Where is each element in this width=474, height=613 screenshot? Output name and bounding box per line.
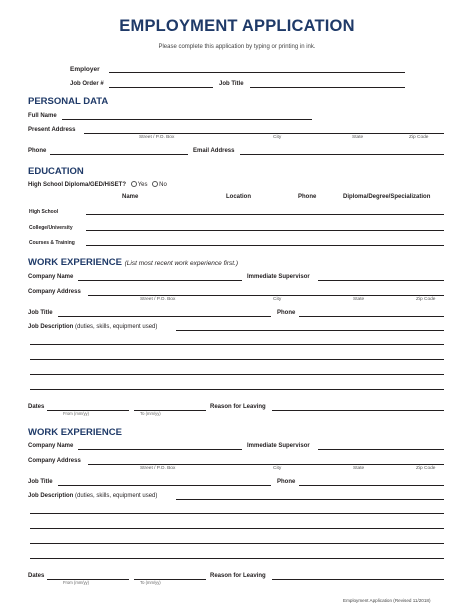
- reason-label-1: Reason for Leaving: [210, 404, 266, 410]
- yes-radio[interactable]: [131, 181, 137, 187]
- personal-data-heading: PERSONAL DATA: [28, 96, 109, 107]
- footer-revision: Employment Application (Revised 11/2018): [343, 598, 431, 603]
- job-title-field-2[interactable]: [58, 485, 271, 486]
- job-description-line-2b[interactable]: [30, 513, 444, 514]
- present-address-label: Present Address: [28, 127, 76, 133]
- job-description-note-2: (duties, skills, equipment used): [75, 493, 158, 499]
- street-caption-1: Street / P.O. Box: [140, 297, 176, 302]
- reason-label-2: Reason for Leaving: [210, 573, 266, 579]
- job-description-note-1: (duties, skills, equipment used): [75, 324, 158, 330]
- phone-field[interactable]: [50, 154, 188, 155]
- phone-field-2[interactable]: [299, 485, 444, 486]
- supervisor-label-1: Immediate Supervisor: [247, 274, 310, 280]
- job-description-text-1: Job Description: [28, 324, 74, 330]
- city-caption: City: [273, 135, 282, 140]
- job-description-line-1d[interactable]: [30, 374, 444, 375]
- employer-label: Employer: [70, 66, 100, 73]
- work-heading-note: (List most recent work experience first.): [124, 260, 239, 267]
- full-name-label: Full Name: [28, 113, 57, 119]
- job-description-line-1e[interactable]: [30, 389, 444, 390]
- full-name-field[interactable]: [62, 119, 312, 120]
- to-caption-1: To (mm/yy): [140, 411, 161, 416]
- college-field[interactable]: [86, 230, 444, 231]
- street-caption-2: Street / P.O. Box: [140, 466, 176, 471]
- edu-row-college: College/University: [29, 225, 73, 231]
- zip-caption-1: Zip Code: [416, 297, 436, 302]
- edu-col-diploma: Diploma/Degree/Specialization: [343, 194, 431, 200]
- supervisor-label-2: Immediate Supervisor: [247, 443, 310, 449]
- work-experience-heading-1: [28, 257, 238, 268]
- page-subtitle: Please complete this application by typing or printing in ink.: [158, 44, 316, 50]
- company-address-label-2: Company Address: [28, 458, 81, 464]
- state-caption: State: [352, 135, 364, 140]
- job-title-field[interactable]: [250, 87, 405, 88]
- street-caption: Street / P.O. Box: [139, 135, 175, 140]
- company-address-field-1[interactable]: [88, 295, 444, 296]
- job-description-text-2: Job Description: [28, 493, 74, 499]
- company-address-field-2[interactable]: [88, 464, 444, 465]
- job-description-line-2e[interactable]: [30, 558, 444, 559]
- job-description-label-2: [28, 493, 157, 499]
- city-caption-1: City: [273, 297, 282, 302]
- job-title-label-2: Job Title: [28, 479, 53, 485]
- no-label: No: [159, 182, 167, 189]
- from-caption-1: From (mm/yy): [63, 411, 90, 416]
- state-caption-2: State: [353, 466, 365, 471]
- phone-label-1: Phone: [277, 310, 296, 316]
- job-title-label-1: Job Title: [28, 310, 53, 316]
- zip-caption-2: Zip Code: [416, 466, 436, 471]
- phone-label: Phone: [28, 148, 47, 154]
- company-address-label-1: Company Address: [28, 289, 81, 295]
- email-field[interactable]: [240, 154, 444, 155]
- dates-label-2: Dates: [28, 573, 45, 579]
- job-order-field[interactable]: [109, 87, 213, 88]
- job-description-label-1: [28, 324, 157, 330]
- job-description-line-1c[interactable]: [30, 359, 444, 360]
- hs-question: [28, 181, 167, 188]
- job-description-line-2c[interactable]: [30, 528, 444, 529]
- employer-field[interactable]: [109, 72, 405, 73]
- dates-label-1: Dates: [28, 404, 45, 410]
- job-description-line-2d[interactable]: [30, 543, 444, 544]
- hs-question-label: High School Diploma/GED/HiSET?: [28, 182, 127, 189]
- edu-col-location: Location: [226, 194, 251, 200]
- courses-field[interactable]: [86, 245, 444, 246]
- job-description-line-1a[interactable]: [176, 330, 444, 331]
- city-caption-2: City: [273, 466, 282, 471]
- work-experience-heading-2: WORK EXPERIENCE: [28, 427, 122, 438]
- supervisor-field-1[interactable]: [318, 280, 444, 281]
- no-radio[interactable]: [152, 181, 158, 187]
- yes-label: Yes: [137, 182, 148, 189]
- edu-row-high-school: High School: [29, 209, 59, 215]
- state-caption-1: State: [353, 297, 365, 302]
- edu-col-name: Name: [122, 194, 139, 200]
- reason-field-1[interactable]: [272, 410, 444, 411]
- company-name-label-1: Company Name: [28, 274, 74, 280]
- education-heading: EDUCATION: [28, 166, 84, 177]
- page-title: EMPLOYMENT APPLICATION: [119, 17, 355, 35]
- company-name-field-2[interactable]: [78, 449, 242, 450]
- company-name-label-2: Company Name: [28, 443, 74, 449]
- job-title-label: Job Title: [219, 81, 244, 87]
- job-title-field-1[interactable]: [58, 316, 271, 317]
- zip-caption: Zip Code: [409, 135, 429, 140]
- present-address-field[interactable]: [84, 133, 444, 134]
- work-heading-text-1: WORK EXPERIENCE: [28, 257, 122, 268]
- job-description-line-1b[interactable]: [30, 344, 444, 345]
- job-order-label: Job Order #: [70, 81, 104, 87]
- phone-label-2: Phone: [277, 479, 296, 485]
- phone-field-1[interactable]: [299, 316, 444, 317]
- supervisor-field-2[interactable]: [318, 449, 444, 450]
- reason-field-2[interactable]: [272, 579, 444, 580]
- company-name-field-1[interactable]: [78, 280, 242, 281]
- job-description-line-2a[interactable]: [176, 499, 444, 500]
- high-school-field[interactable]: [86, 214, 444, 215]
- edu-row-courses: Courses & Training: [29, 240, 75, 246]
- edu-col-phone: Phone: [298, 194, 317, 200]
- from-caption-2: From (mm/yy): [63, 580, 90, 585]
- to-caption-2: To (mm/yy): [140, 580, 161, 585]
- email-label: Email Address: [193, 148, 235, 154]
